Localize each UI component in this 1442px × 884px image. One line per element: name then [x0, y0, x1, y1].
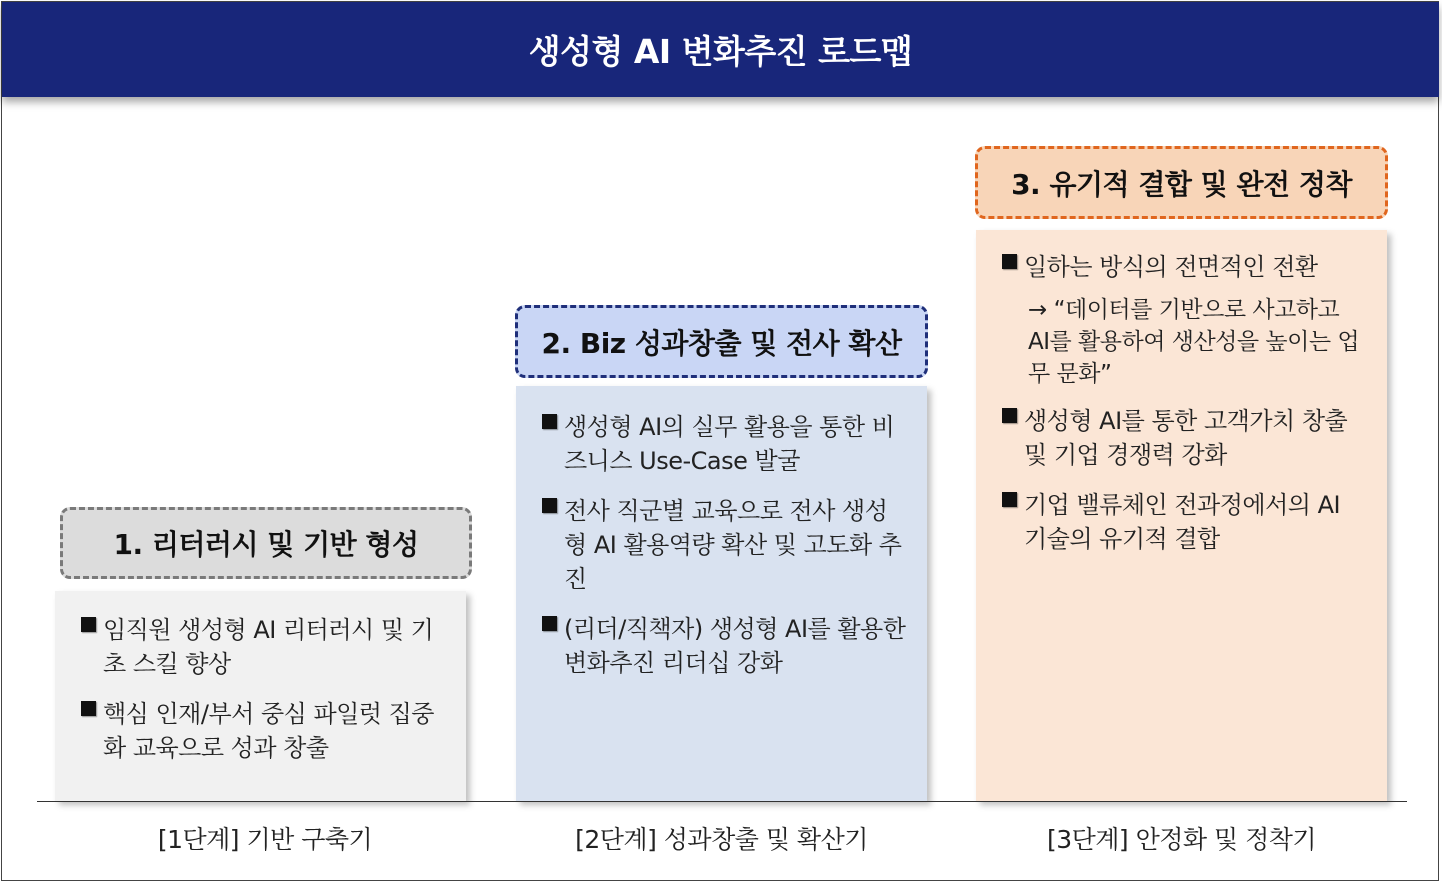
square-bullet-icon: [81, 617, 96, 632]
square-bullet-icon: [1002, 254, 1017, 269]
stage-2-panel: [516, 386, 927, 801]
stage-3-label: [3단계] 안정화 및 정착기: [1046, 825, 1317, 854]
stage-3-title: 3. 유기적 결합 및 완전 정착: [975, 146, 1388, 219]
stage-1-bullet: [81, 613, 446, 681]
square-bullet-icon: [1002, 492, 1017, 507]
stage-3-bullet: [1002, 250, 1367, 284]
stage-1-bullet: [81, 697, 446, 765]
bullet-text: 전사 직군별 교육으로 전사 생성형 AI 활용역량 확산 및 고도화 추진: [564, 497, 902, 593]
square-bullet-icon: [542, 616, 557, 631]
stage-1-label: [1단계] 기반 구축기: [157, 825, 373, 854]
stage-1-panel: [55, 591, 466, 801]
stage-3-bullet: [1002, 404, 1367, 472]
bullet-text: 핵심 인재/부서 중심 파일럿 집중화 교육으로 성과 창출: [103, 700, 434, 762]
stage-3-sub-bullet: → “데이터를 기반으로 사고하고 AI를 활용하여 생산성을 높이는 업무 문화”: [1028, 297, 1360, 387]
bullet-text: 기업 밸류체인 전과정에서의 AI 기술의 유기적 결합: [1024, 491, 1341, 553]
stage-2-bullet: [542, 410, 907, 478]
square-bullet-icon: [542, 498, 557, 513]
square-bullet-icon: [81, 701, 96, 716]
stage-2-bullet: [542, 612, 907, 680]
bullet-text: 생성형 AI의 실무 활용을 통한 비즈니스 Use-Case 발굴: [564, 413, 895, 475]
stage-2-label: [2단계] 성과창출 및 확산기: [575, 825, 868, 854]
bullet-text: 일하는 방식의 전면적인 전환: [1024, 253, 1318, 281]
bullet-text: (리더/직책자) 생성형 AI를 활용한 변화추진 리더십 강화: [564, 615, 906, 677]
baseline-divider: [37, 801, 1407, 802]
bullet-text: 생성형 AI를 통한 고객가치 창출 및 기업 경쟁력 강화: [1024, 407, 1348, 469]
header-bar: [2, 2, 1439, 97]
square-bullet-icon: [542, 414, 557, 429]
bullet-text: 임직원 생성형 AI 리터러시 및 기초 스킬 향상: [103, 616, 434, 678]
stage-2-bullet: [542, 494, 907, 596]
page-title: 생성형 AI 변화추진 로드맵: [528, 32, 913, 71]
stage-2-title: 2. Biz 성과창출 및 전사 확산: [515, 305, 928, 378]
square-bullet-icon: [1002, 408, 1017, 423]
stage-3-bullet: [1002, 488, 1367, 556]
stage-3-panel: [976, 230, 1387, 801]
stage-1-title: 1. 리터러시 및 기반 형성: [60, 507, 472, 579]
